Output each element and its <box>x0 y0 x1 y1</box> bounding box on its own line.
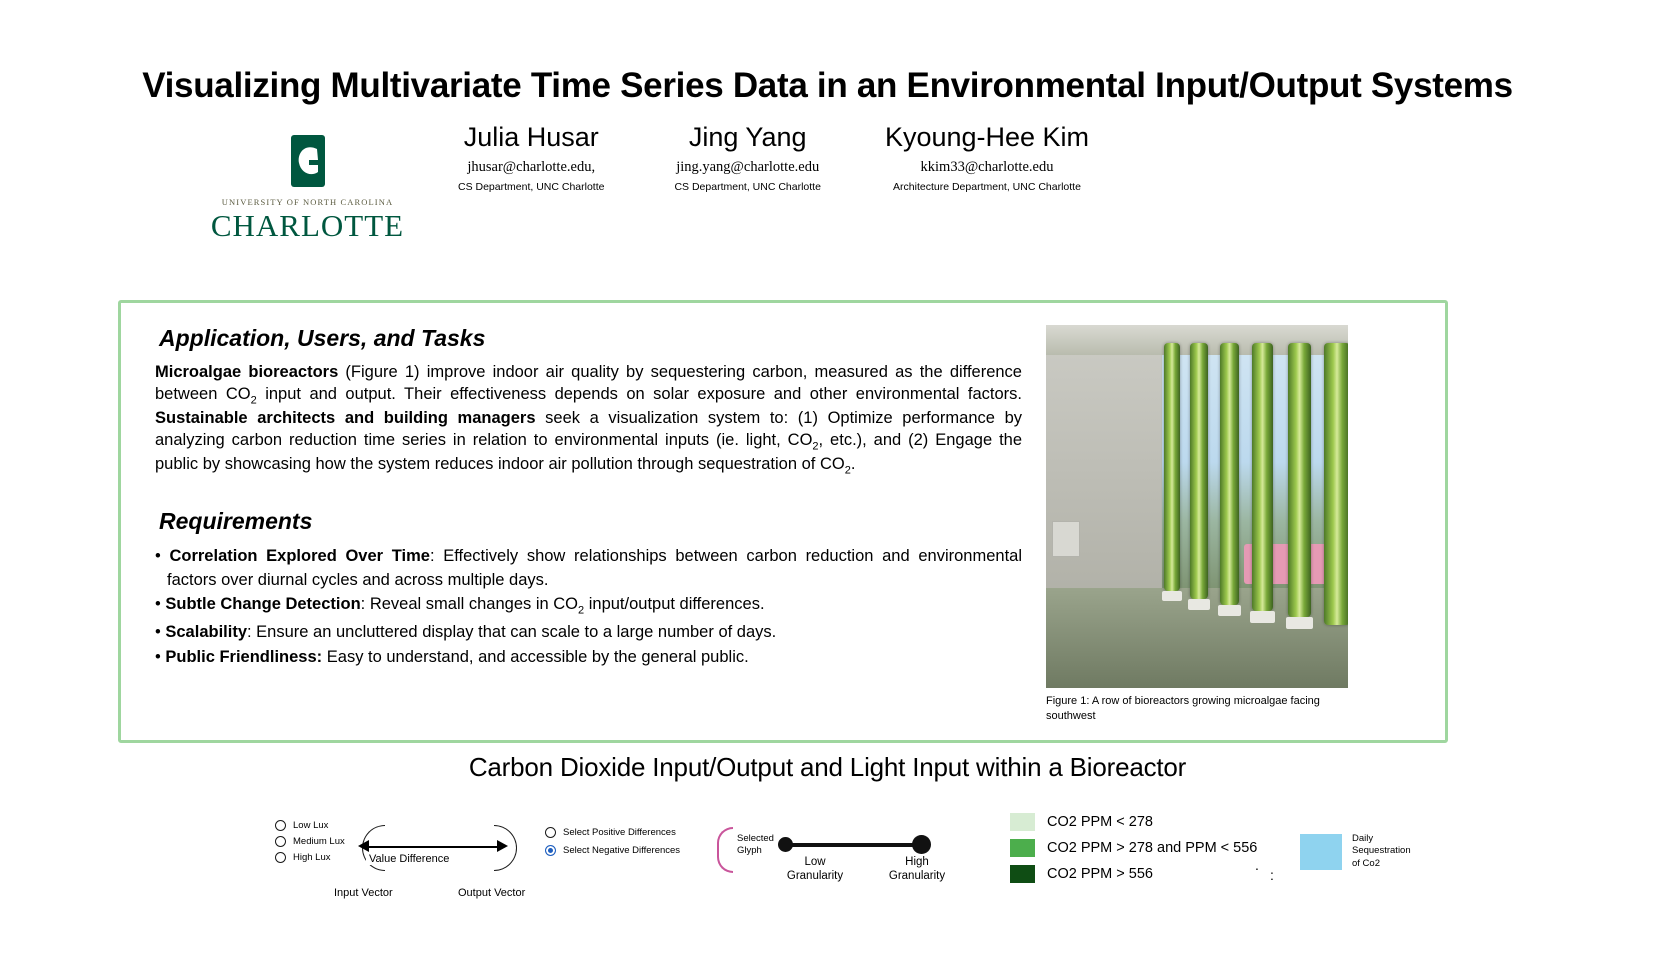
author-1 <box>444 123 618 193</box>
radio-icon[interactable] <box>275 836 286 847</box>
author-2 <box>660 123 834 193</box>
legend-section-title: Carbon Dioxide Input/Output and Light Input within a Bioreactor <box>468 752 1187 782</box>
application-text-1: (Figure 1) improve indoor air quality by sequestering carbon, measured as the difference between CO <box>155 363 1022 403</box>
difference-option-negative[interactable] <box>545 845 680 856</box>
author-3-email: kkim33@charlotte.edu <box>920 158 1054 175</box>
ppm-color-legend <box>1010 813 1257 891</box>
lux-option-low-label: Low Lux <box>293 820 329 831</box>
radio-icon-selected[interactable] <box>545 845 556 856</box>
req-2-bold: Subtle Change Detection <box>165 595 361 614</box>
ppm-swatch-mid <box>1010 839 1035 857</box>
logo-tagline: UNIVERSITY OF NORTH CAROLINA <box>221 197 394 208</box>
author-2-dept: CS Department, UNC Charlotte <box>674 180 821 193</box>
req-3-bold: Scalability <box>165 622 247 641</box>
granularity-track[interactable] <box>780 843 930 847</box>
author-3-dept: Architecture Department, UNC Charlotte <box>893 180 1081 193</box>
university-logo <box>205 123 410 244</box>
application-heading: Application, Users, and Tasks <box>159 325 486 351</box>
charlotte-crest-icon <box>277 133 339 195</box>
req-1-text: : Effectively show relationships between carbon reduction and environmental factors over diurnal cycles and across multiple days. <box>167 546 1022 589</box>
list-item: • Subtle Change Detection: Reveal small changes in $CO_2$ input/output differences. <box>155 595 765 617</box>
application-paragraph <box>155 362 1022 478</box>
daily-label-line1: Daily <box>1352 833 1374 844</box>
list-item: • Public Friendliness: Easy to understand, and accessible by the general public. <box>155 647 749 666</box>
radio-icon[interactable] <box>545 827 556 838</box>
req-1-bold: Correlation Explored Over Time <box>169 546 430 565</box>
radio-icon[interactable] <box>275 820 286 831</box>
value-difference-label: Value Difference <box>366 853 452 865</box>
list-item: • Scalability: Ensure an uncluttered display that can scale to a large number of days. <box>155 622 777 641</box>
authors-band <box>0 123 1655 244</box>
radio-icon[interactable] <box>275 852 286 863</box>
author-1-email: jhusar@charlotte.edu, <box>467 158 596 175</box>
application-lead-bold: Microalgae bioreactors <box>155 363 339 381</box>
granularity-low-line2: Granularity <box>786 870 844 883</box>
stray-mark-period: . <box>1255 857 1259 873</box>
req-2-text: : Reveal small changes in CO <box>360 595 579 614</box>
ppm-label-high: CO2 PPM > 556 <box>1047 866 1153 882</box>
figure-1-caption: Figure 1: A row of bioreactors growing microalgae facing southwest <box>1046 695 1320 722</box>
granularity-high-line2: Granularity <box>888 870 946 883</box>
granularity-handle-high[interactable] <box>912 835 931 854</box>
application-text-5: . <box>850 454 856 473</box>
application-sub-3: 2 <box>844 464 851 477</box>
req-3-text: : Ensure an uncluttered display that can scale to a large number of days. <box>247 622 777 641</box>
output-vector-label: Output Vector <box>458 887 526 899</box>
author-2-name: Jing Yang <box>688 122 807 153</box>
author-3-name: Kyoung-Hee Kim <box>884 122 1090 153</box>
author-1-name: Julia Husar <box>463 122 599 153</box>
ppm-label-mid: CO2 PPM > 278 and PPM < 556 <box>1047 840 1258 856</box>
difference-option-positive-label: Select Positive Differences <box>563 827 676 838</box>
application-sub-2: 2 <box>812 440 819 453</box>
granularity-low-line1: Low <box>804 856 826 868</box>
input-vector-label: Input Vector <box>334 887 393 899</box>
ppm-swatch-low <box>1010 813 1035 831</box>
requirements-heading: Requirements <box>159 507 313 534</box>
author-2-email: jing.yang@charlotte.edu <box>676 158 820 175</box>
difference-option-negative-label: Select Negative Differences <box>563 845 681 856</box>
logo-wordmark: CHARLOTTE <box>210 208 405 244</box>
lux-option-medium-label: Medium Lux <box>293 836 345 847</box>
req-4-bold: Public Friendliness: <box>165 647 323 666</box>
granularity-low-label <box>770 855 860 884</box>
daily-sequestration-swatch <box>1300 834 1342 870</box>
legend-row <box>0 805 1655 910</box>
daily-label-line3: of Co2 <box>1352 857 1380 869</box>
lux-option-high-label: High Lux <box>293 852 331 863</box>
daily-sequestration-legend <box>1300 833 1411 870</box>
author-1-dept: CS Department, UNC Charlotte <box>458 180 605 193</box>
bioreactor-photo <box>1046 325 1348 688</box>
ppm-legend-row-2 <box>1010 839 1257 857</box>
ppm-legend-row-3 <box>1010 865 1257 883</box>
selected-glyph-label: Selected Glyph <box>737 833 774 856</box>
application-text-4: , etc.), and (2) Engage the public by showcasing how the system reduces indoor air pollution through sequestration of CO <box>155 430 1023 473</box>
list-item: • Correlation Explored Over Time: Effectively show relationships between carbon reduction and environmental factors over diurnal cycles and across multiple days. <box>155 546 1022 589</box>
ppm-label-low: CO2 PPM < 278 <box>1047 814 1153 830</box>
granularity-high-label <box>872 855 962 884</box>
granularity-handle-low[interactable] <box>778 837 793 852</box>
selected-glyph-icon <box>717 827 733 873</box>
granularity-high-line1: High <box>905 856 929 868</box>
content-panel <box>118 300 1448 743</box>
req-2-tail: input/output differences. <box>584 595 765 614</box>
ppm-swatch-high <box>1010 865 1035 883</box>
text-column <box>155 325 1040 730</box>
requirements-list <box>155 545 1022 670</box>
application-text-3: seek a visualization system to: (1) Optimize performance by analyzing carbon reduction time series in relation to environmental inputs (ie. light, CO <box>155 408 1022 449</box>
author-3 <box>871 123 1103 193</box>
ppm-legend-row-1 <box>1010 813 1257 831</box>
daily-label-line2: Sequestration <box>1352 845 1411 857</box>
difference-option-positive[interactable] <box>545 827 680 838</box>
req-4-text: Easy to understand, and accessible by the general public. <box>322 647 749 666</box>
vector-glyph-diagram <box>334 815 534 905</box>
req-2-sub: 2 <box>578 604 585 617</box>
application-bold-2: Sustainable architects and building managers <box>155 408 536 427</box>
difference-radio-group[interactable] <box>545 827 680 863</box>
page-title: Visualizing Multivariate Time Series Data in an Environmental Input/Output Systems <box>142 66 1513 105</box>
figure-1 <box>1046 325 1427 724</box>
stray-mark-colon: : <box>1270 867 1274 883</box>
daily-sequestration-label <box>1352 833 1411 870</box>
figure-column <box>1040 325 1427 730</box>
application-text-2: input and output. Their effectiveness depends on solar exposure and other environmental factors. <box>256 384 1023 403</box>
application-sub-1: 2 <box>250 394 257 407</box>
